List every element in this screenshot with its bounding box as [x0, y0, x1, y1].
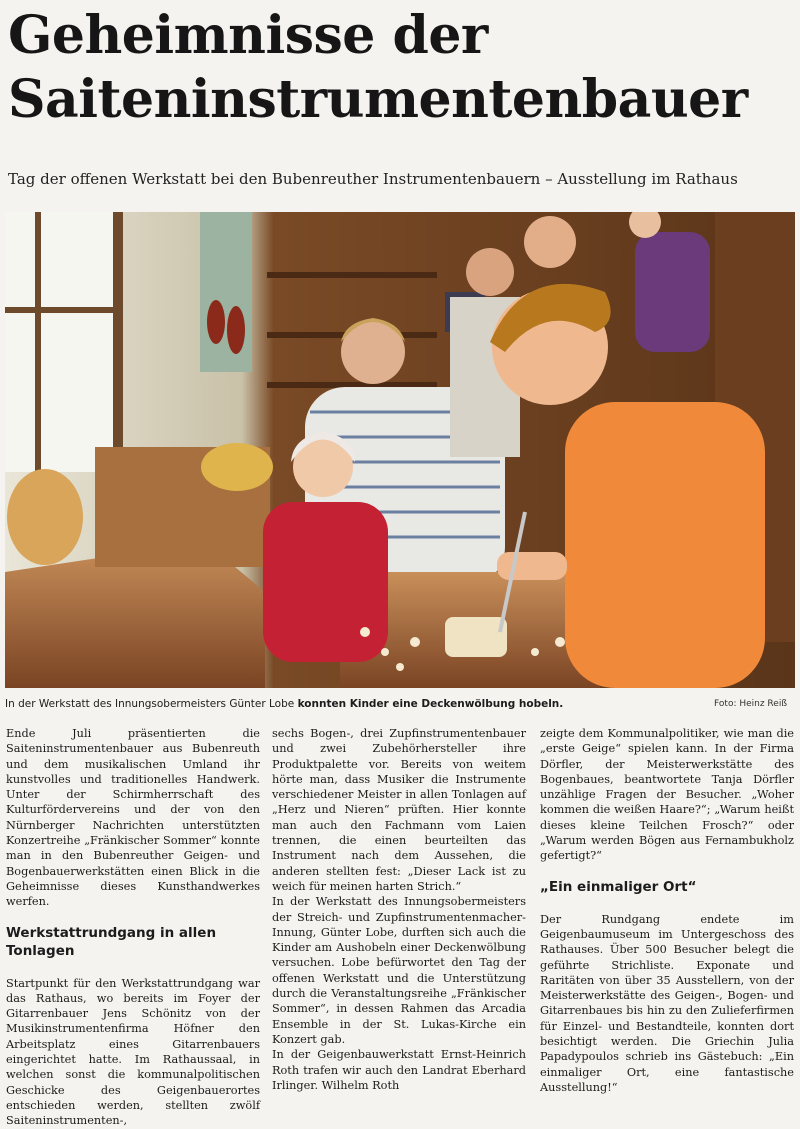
boy-orange-shirt: [565, 402, 765, 688]
caption-plain: In der Werkstatt des Innungsobermeisters Günter Lobe: [5, 698, 295, 710]
workshop-photo: [5, 212, 795, 688]
headline-line-2: Saiteninstrumentenbauer: [8, 69, 748, 130]
paragraph: Ende Juli präsentierten die Saiteninstrumentenbauer aus Bubenreuth und dem musikalischen Umland ihr kunstvolles und traditionelles Handwerk. Unter der Schirmherrschaft des Kulturfördervereins und der von den Nürnberger Nachrichten unterstützten Konzertreihe „Fränkischer Sommer“ konnte man in den Bubenreuther Geigen- und Bogenbauerwerkstätten einen Blick in die Geheimnisse dieses Kunsthandwerkes werfen.: [6, 727, 260, 909]
workshop-photo-illustration: [5, 212, 795, 688]
subheading: „Ein einmaliger Ort“: [540, 878, 697, 895]
paragraph: In der Geigenbauwerkstatt Ernst-Heinrich Roth trafen wir auch den Landrat Eberhard Irlinger. Wilhelm Roth: [272, 1048, 526, 1092]
girl-red-jacket: [263, 502, 388, 662]
photo-caption: [5, 694, 795, 714]
caption-text: [5, 694, 563, 714]
article-column-3: [540, 726, 794, 1095]
subtitle: Tag der offenen Werkstatt bei den Bubenreuther Instrumentenbauern – Ausstellung im Rathaus: [8, 170, 738, 188]
paragraph: In der Werkstatt des Innungsobermeisters der Streich- und Zupfinstrumentenmacher-Innung, Günter Lobe, durften sich auch die Kinder am Aushobeln einer Deckenwölbung versuchen. Lobe befürwortet den Tag der offenen Werkstatt und die Unterstützung durch die Veranstaltungsreihe „Fränkischer Sommer“, in dessen Rahmen das Arcadia Ensemble in der St. Lukas-Kirche ein Konzert gab.: [272, 895, 526, 1046]
caption-bold: konnten Kinder eine Deckenwölbung hobeln.: [297, 698, 564, 710]
article-column-1: [6, 726, 260, 1129]
headline-line-1: Geheimnisse der: [8, 5, 488, 66]
subheading: Werkstattrundgang in allen Tonlagen: [6, 924, 217, 959]
headline: [8, 4, 788, 132]
paragraph: Der Rundgang endete im Geigenbaumuseum im Untergeschoss des Rathauses. Über 500 Besucher belegt die geführte Strichliste. Exponate und Raritäten von über 35 Ausstellern, von der Meisterwerkstätte des Geigen-, Bogen- und Gitarrenbaues bis hin zu den Zulieferfirmen für Einzel- und Bestandteile, konnten dort besichtigt werden. Die Griechin Julia Papadypoulos schrieb ins Gästebuch: „Ein einmaliger Ort, eine fantastische Ausstellung!“: [540, 912, 794, 1094]
photo-credit: Foto: Heinz Reiß: [714, 699, 787, 709]
violin-poster: [200, 212, 252, 372]
paragraph: zeigte dem Kommunalpolitiker, wie man die „erste Geige“ spielen kann. In der Firma Dörfler, der Meisterwerkstätte des Bogenbaues, beantwortete Tanja Dörfler unzählige Fragen der Besucher. „Woher kommen die weißen Haare?“; „Warum heißt dieses kleine Teilchen Frosch?“ oder „Warum werden Bögen aus Fernambukholz gefertigt?“: [540, 727, 794, 863]
paragraph: Startpunkt für den Werkstattrundgang war das Rathaus, wo bereits im Foyer der Gitarrenbauer Jens Schönitz von der Musikinstrumentenfirma Höfner den Arbeitsplatz eines Gitarrenbauers eingerichtet hatte. Im Rathaussaal, in welchen sonst die kommunalpolitischen Geschicke des Geigenbauerortes entschieden werden, stellten zwölf Saiteninstrumenten-,: [6, 976, 260, 1128]
paragraph: sechs Bogen-, drei Zupfinstrumentenbauer und zwei Zubehörhersteller ihre Produktpalette vor. Bereits von weitem hörte man, dass Musiker die Instrumente verschiedener Meister in allen Tonlagen auf „Herz und Nieren“ prüften. Hier konnte man auch den Fachmann vom Laien trennen, die einen beurteilten das Instrument nach dem Aussehen, die anderen stellten fest: „Dieser Lack ist zu weich für meinen harten Strich.“: [272, 727, 526, 893]
violin-body: [7, 469, 83, 565]
article-column-2: [272, 726, 526, 1093]
window: [5, 212, 123, 472]
